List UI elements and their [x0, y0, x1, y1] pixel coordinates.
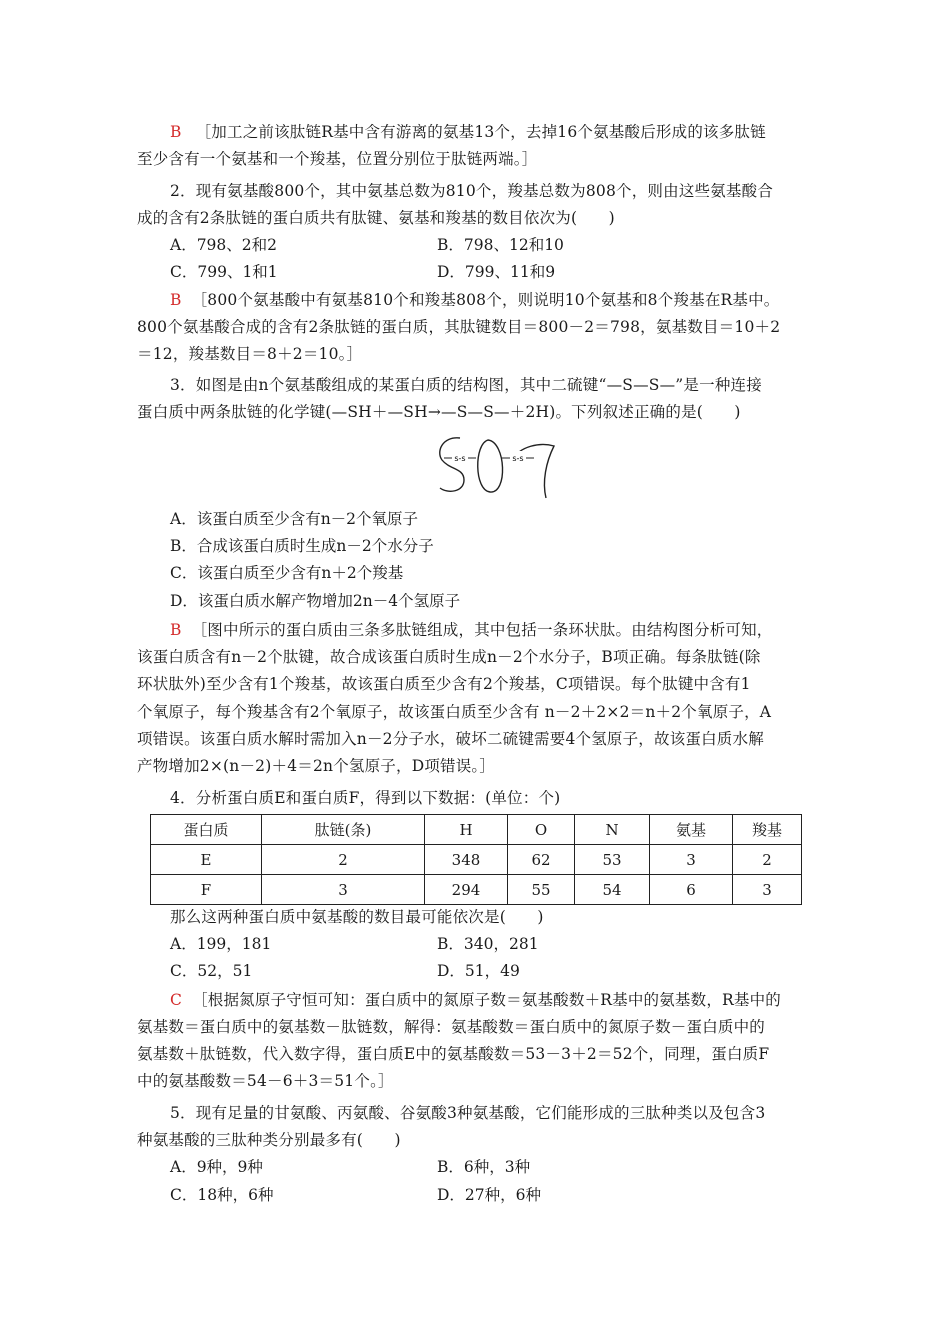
table-cell: 62	[508, 845, 575, 875]
q2-stem-line1: 2．现有氨基酸800个，其中氨基总数为810个，羧基总数为808个，则由这些氨基酸合	[170, 182, 774, 200]
peptide-chain-1	[440, 438, 464, 491]
q2-option-d: D．799、11和9	[437, 263, 556, 281]
q3-option-a: A．该蛋白质至少含有n－2个氧原子	[170, 510, 419, 528]
table-row	[151, 845, 802, 875]
q3-stem-line2: 蛋白质中两条肽链的化学键(—SH＋—SH→—S—S—＋2H)。下列叙述正确的是( )	[137, 403, 741, 421]
protein-structure-figure	[430, 432, 560, 504]
q3-answer-line3: 环状肽外)至少含有1个羧基，故该蛋白质至少含有2个羧基，C项错误。每个肽键中含有1	[137, 675, 751, 693]
table-cell: 54	[575, 875, 650, 905]
table-cell: 55	[508, 875, 575, 905]
table-header-cell: 羧基	[733, 815, 802, 845]
table-header-cell: 肽链(条)	[262, 815, 425, 845]
q3-answer-line1: B ［图中所示的蛋白质由三条多肽链组成，其中包括一条环状肽。由结构图分析可知，	[170, 621, 773, 639]
q4-answer-line1: C ［根据氮原子守恒可知：蛋白质中的氮原子数＝氨基酸数＋R基中的氨基数，R基中的	[170, 991, 782, 1009]
q1-answer-letter: B	[170, 123, 182, 141]
q4-option-d: D．51，49	[437, 962, 520, 980]
table-header-cell: 蛋白质	[151, 815, 262, 845]
table-row	[151, 875, 802, 905]
q2-answer-line2: 800个氨基酸合成的含有2条肽链的蛋白质，其肽键数目＝800－2＝798，氨基数目＝10＋2	[137, 318, 781, 336]
q4-answer-line4: 中的氨基酸数＝54－6＋3＝51个。］	[137, 1072, 394, 1090]
q4-stem: 4．分析蛋白质E和蛋白质F，得到以下数据：(单位：个)	[170, 789, 561, 807]
q2-option-b: B．798、12和10	[437, 236, 564, 254]
table-header-row	[151, 815, 802, 845]
q4-option-c: C．52，51	[170, 962, 253, 980]
q2-stem-line2: 成的含有2条肽链的蛋白质共有肽键、氨基和羧基的数目依次为( )	[137, 209, 615, 227]
table-cell: E	[151, 845, 262, 875]
table-cell: F	[151, 875, 262, 905]
q5-option-b: B．6种，3种	[437, 1158, 531, 1176]
q3-option-b: B．合成该蛋白质时生成n－2个水分子	[170, 537, 434, 555]
q4-answer-line3: 氨基数＋肽链数，代入数字得，蛋白质E中的氨基酸数＝53－3＋2＝52个，同理，蛋白质F	[137, 1045, 770, 1063]
table-header-cell: 氨基	[650, 815, 733, 845]
table-cell: 294	[425, 875, 508, 905]
table-cell: 348	[425, 845, 508, 875]
q4-option-b: B．340，281	[437, 935, 539, 953]
table-cell: 3	[650, 845, 733, 875]
table-header-cell: O	[508, 815, 575, 845]
q5-option-d: D．27种，6种	[437, 1186, 542, 1204]
table-cell: 6	[650, 875, 733, 905]
q4-option-a: A．199，181	[170, 935, 272, 953]
disulfide-label-1: s-s	[454, 454, 466, 463]
q2-answer-letter: B	[170, 291, 182, 309]
q3-answer-line5: 项错误。该蛋白质水解时需加入n－2分子水，破坏二硫键需要4个氢原子，故该蛋白质水解	[137, 730, 764, 748]
table-cell: 53	[575, 845, 650, 875]
table-header-cell: H	[425, 815, 508, 845]
disulfide-label-2: s-s	[512, 454, 524, 463]
q3-option-c: C．该蛋白质至少含有n＋2个羧基	[170, 564, 404, 582]
q2-option-a: A．798、2和2	[170, 236, 278, 254]
q4-question: 那么这两种蛋白质中氨基酸的数目最可能依次是( )	[170, 908, 544, 926]
q5-option-c: C．18种，6种	[170, 1186, 274, 1204]
q5-option-a: A．9种，9种	[170, 1158, 263, 1176]
q4-answer-line2: 氨基数＝蛋白质中的氨基数－肽链数，解得：氨基酸数＝蛋白质中的氮原子数－蛋白质中的	[137, 1018, 766, 1036]
table-cell: 2	[733, 845, 802, 875]
cyclic-peptide	[478, 440, 503, 492]
q2-answer-line3: ＝12，羧基数目＝8＋2＝10。］	[137, 345, 363, 363]
q4-answer-letter: C	[170, 991, 183, 1009]
table-header-cell: N	[575, 815, 650, 845]
q1-answer-line1: B ［加工之前该肽链R基中含有游离的氨基13个，去掉16个氨基酸后形成的该多肽链	[170, 123, 766, 141]
q3-answer-line4: 个氧原子，每个羧基含有2个氧原子，故该蛋白质至少含有 n－2＋2×2＝n＋2个氧原子，A	[137, 703, 772, 721]
q1-answer-line2: 至少含有一个氨基和一个羧基，位置分别位于肽链两端。］	[137, 150, 538, 168]
q3-answer-letter: B	[170, 621, 182, 639]
table-cell: 3	[733, 875, 802, 905]
q3-stem-line1: 3．如图是由n个氨基酸组成的某蛋白质的结构图，其中二硫键“—S—S—”是一种连接	[170, 376, 762, 394]
q5-stem-line2: 种氨基酸的三肽种类分别最多有( )	[137, 1131, 401, 1149]
table-cell: 2	[262, 845, 425, 875]
q3-answer-line6: 产物增加2×(n－2)＋4＝2n个氢原子，D项错误。］	[137, 757, 496, 775]
q2-option-c: C．799、1和1	[170, 263, 278, 281]
table-cell: 3	[262, 875, 425, 905]
q5-stem-line1: 5．现有足量的甘氨酸、丙氨酸、谷氨酸3种氨基酸，它们能形成的三肽种类以及包含3	[170, 1104, 766, 1122]
q3-answer-line2: 该蛋白质含有n－2个肽键，故合成该蛋白质时生成n－2个水分子，B项正确。每条肽链(除	[137, 648, 761, 666]
q3-option-d: D．该蛋白质水解产物增加2n－4个氢原子	[170, 592, 461, 610]
q2-answer-line1: B ［800个氨基酸中有氨基810个和羧基808个，则说明10个氨基和8个羧基在R基中。	[170, 291, 780, 309]
q4-data-table	[150, 814, 802, 905]
